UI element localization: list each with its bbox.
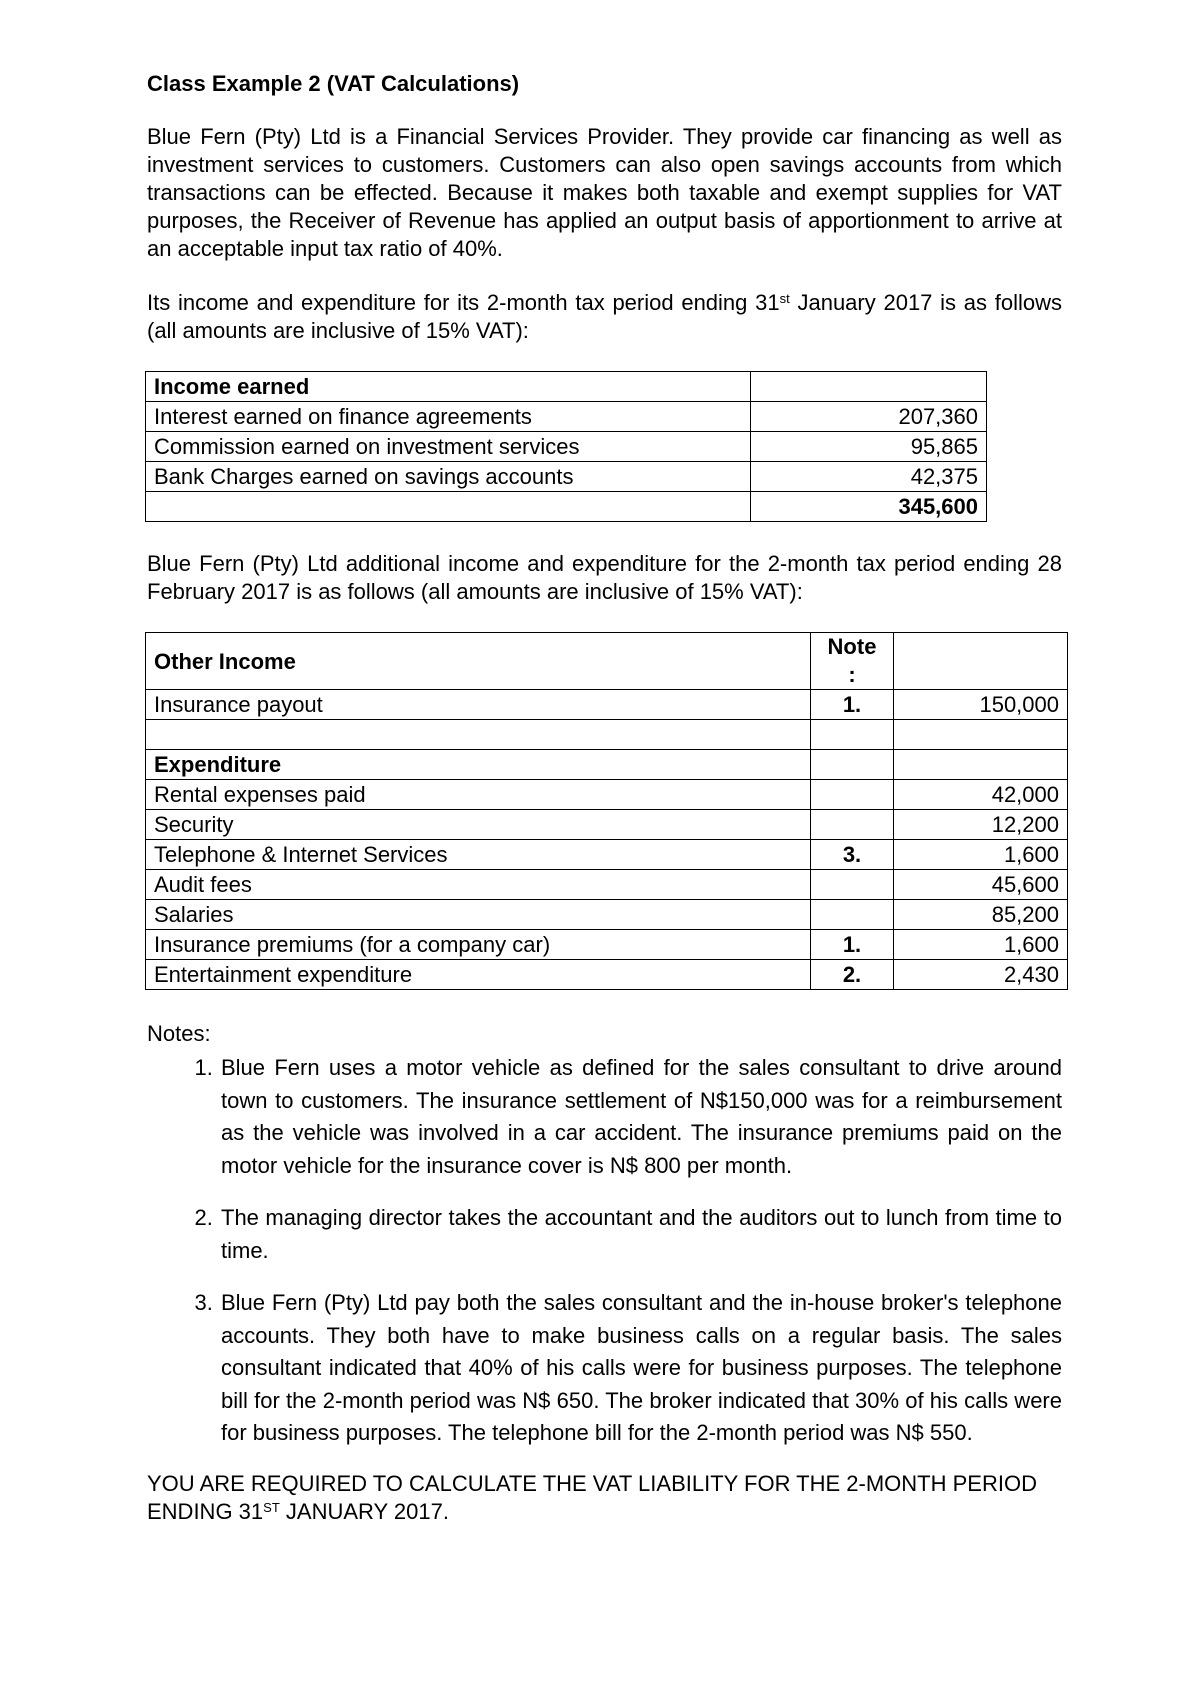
period-paragraph <box>147 289 1062 345</box>
income-label: Bank Charges earned on savings accounts <box>146 462 751 492</box>
expenditure-value: 1,600 <box>894 930 1068 960</box>
note-item: 2. The managing director takes the accountant and the auditors out to lunch from time to time. <box>219 1202 1062 1267</box>
table-row <box>146 633 1068 690</box>
table-cell-empty <box>146 720 811 750</box>
required-text-before: YOU ARE REQUIRED TO CALCULATE THE VAT LIABILITY FOR THE 2-MONTH PERIOD ENDING 31 <box>147 1470 1037 1524</box>
income-label: Commission earned on investment services <box>146 432 751 462</box>
income-total: 345,600 <box>751 492 987 522</box>
table-row <box>146 810 1068 840</box>
note-header-line1: Note <box>827 634 877 659</box>
expenditure-label: Insurance premiums (for a company car) <box>146 930 811 960</box>
income-value: 207,360 <box>751 402 987 432</box>
table-row <box>146 402 987 432</box>
table-row <box>146 930 1068 960</box>
notes-heading: Notes: <box>147 1021 211 1046</box>
expenditure-label: Rental expenses paid <box>146 780 811 810</box>
expenditure-value: 2,430 <box>894 960 1068 990</box>
period-text-before: Its income and expenditure for its 2-month tax period ending 31 <box>147 290 780 315</box>
expenditure-heading: Expenditure <box>146 750 811 780</box>
table-cell-empty <box>894 720 1068 750</box>
additional-paragraph: Blue Fern (Pty) Ltd additional income and expenditure for the 2-month tax period ending 28 February 2017 is as follows (all amounts are inclusive of 15% VAT): <box>147 551 1062 604</box>
table-row <box>146 780 1068 810</box>
note-ref <box>811 780 894 810</box>
note-ref <box>811 900 894 930</box>
note-item: 3. Blue Fern (Pty) Ltd pay both the sales consultant and the in-house broker's telephone accounts. They both have to make business calls on a regular basis. The sales consultant indicated that 40% of his calls were for business purposes. The telephone bill for the 2-month period was N$ 650. The broker indicated that 30% of his calls were for business purposes. The telephone bill for the 2-month period was N$ 550. <box>219 1287 1062 1450</box>
table-row <box>146 432 987 462</box>
table-cell-empty <box>894 633 1068 690</box>
expenditure-value: 45,600 <box>894 870 1068 900</box>
note-item: 1. Blue Fern uses a motor vehicle as defined for the sales consultant to drive around town to customers. The insurance settlement of N$150,000 was for a reimbursement as the vehicle was involved in a car accident. The insurance premiums paid on the motor vehicle for the insurance cover is N$ 800 per month. <box>219 1052 1062 1182</box>
expenditure-label: Salaries <box>146 900 811 930</box>
other-income-label: Insurance payout <box>146 690 811 720</box>
income-value: 42,375 <box>751 462 987 492</box>
other-income-heading: Other Income <box>146 633 811 690</box>
income-heading: Income earned <box>146 372 751 402</box>
income-table <box>145 371 987 522</box>
note-ref: 3. <box>811 840 894 870</box>
table-cell-empty <box>811 720 894 750</box>
table-row <box>146 492 987 522</box>
table-row <box>146 900 1068 930</box>
note-ref: 2. <box>811 960 894 990</box>
income-label: Interest earned on finance agreements <box>146 402 751 432</box>
notes-list <box>147 1052 1062 1450</box>
table-cell-empty <box>811 750 894 780</box>
table-row <box>146 870 1068 900</box>
table-cell-empty <box>894 750 1068 780</box>
other-income-value: 150,000 <box>894 690 1068 720</box>
document-page <box>147 70 1062 1526</box>
table-cell-empty <box>146 492 751 522</box>
note-column-header <box>811 633 894 690</box>
note-ref <box>811 810 894 840</box>
table-row <box>146 462 987 492</box>
note-header-line2: : <box>848 662 856 687</box>
table-row <box>146 690 1068 720</box>
table-cell-empty <box>751 372 987 402</box>
required-instruction <box>147 1470 1062 1526</box>
required-text-after: JANUARY 2017. <box>279 1498 449 1524</box>
expenditure-label: Security <box>146 810 811 840</box>
table-row <box>146 840 1068 870</box>
table-row <box>146 960 1068 990</box>
note-ref: 1. <box>811 930 894 960</box>
intro-paragraph: Blue Fern (Pty) Ltd is a Financial Services Provider. They provide car financing as well as investment services to customers. Customers can also open savings accounts from which transactions can be effected. Because it makes both taxable and exempt supplies for VAT purposes, the Receiver of Revenue has applied an output basis of apportionment to arrive at an acceptable input tax ratio of 40%. <box>147 124 1062 261</box>
document-title: Class Example 2 (VAT Calculations) <box>147 71 520 96</box>
expenditure-value: 42,000 <box>894 780 1068 810</box>
other-income-table <box>145 632 1068 990</box>
expenditure-label: Entertainment expenditure <box>146 960 811 990</box>
note-ref <box>811 870 894 900</box>
required-superscript: ST <box>263 1499 280 1515</box>
period-text-after: January 2017 is as follows (all amounts are inclusive of 15% VAT): <box>147 290 1062 343</box>
expenditure-value: 12,200 <box>894 810 1068 840</box>
expenditure-value: 85,200 <box>894 900 1068 930</box>
period-superscript: st <box>779 291 790 306</box>
expenditure-label: Telephone & Internet Services <box>146 840 811 870</box>
table-row <box>146 372 987 402</box>
table-row <box>146 750 1068 780</box>
expenditure-label: Audit fees <box>146 870 811 900</box>
expenditure-value: 1,600 <box>894 840 1068 870</box>
table-row <box>146 720 1068 750</box>
income-value: 95,865 <box>751 432 987 462</box>
note-ref: 1. <box>811 690 894 720</box>
